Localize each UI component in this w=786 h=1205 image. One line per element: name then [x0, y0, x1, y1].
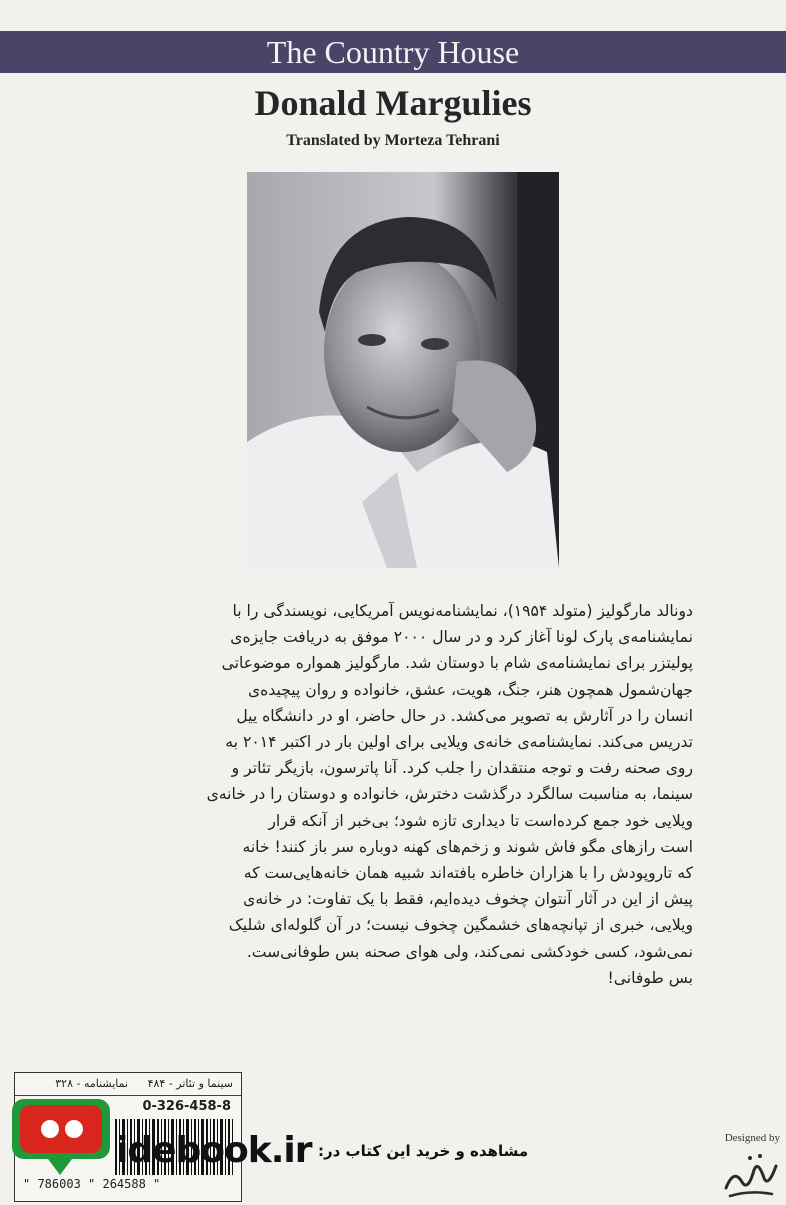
book-title-band: [0, 31, 786, 73]
idebook-logo-icon: [10, 1097, 112, 1177]
description-line: که تاروپودش را با هزاران خاطره بافته‌اند شبیه همان خانه‌هایی‌ست که: [243, 864, 693, 883]
isbn-number: 0-326-458-8: [142, 1099, 231, 1114]
cover-top-edge: [0, 0, 786, 30]
description-line: ویلایی خود جمع کرده‌است تا دیداری تازه شود؛ بی‌خبر از آنکه قرار: [268, 811, 693, 830]
series-numbers: [15, 1073, 241, 1096]
description-line: سینما، به مناسبت سالگرد درگذشت دخترش، خانواده و دوستان را در خانه‌ی: [206, 785, 693, 804]
book-title: The Country House: [266, 34, 520, 70]
book-description: [105, 598, 693, 991]
author-portrait: [247, 172, 559, 568]
author-name: Donald Margulies: [254, 83, 532, 123]
description-line: است رازهای مگو فاش شوند و زخم‌های کهنه دوباره سر باز کنند! خانه: [242, 837, 693, 856]
series-play: نمایشنامه - ۳۲۸: [55, 1077, 129, 1090]
series-cinema-theatre: سینما و تئاتر - ۴۸۴: [147, 1077, 233, 1090]
description-line: پولیتزر برای نمایشنامه‌ی شام با دوستان شد. مارگولیز همواره موضوعاتی: [221, 654, 693, 673]
watermark-site: idebook.ir: [116, 1130, 312, 1171]
description-line: انسان را در آثارش به تصویر می‌کشد. در حال حاضر، او در دانشگاه ییل: [236, 706, 693, 725]
designer-signature: [720, 1148, 780, 1202]
description-line: پیش از این در آثار آنتوان چخوف دیده‌ایم، فقط با یک تفاوت: در خانه‌ی: [243, 890, 693, 909]
description-line: بس طوفانی!: [607, 968, 693, 987]
description-line: نمی‌شود، کسی خودکشی نمی‌کند، ولی هوای صحنه بس طوفانی‌ست.: [246, 942, 693, 961]
description-line: تدریس می‌کند. نمایشنامه‌ی خانه‌ی ویلایی برای اولین بار در اکتبر ۲۰۱۴ به: [225, 733, 693, 752]
description-line: دونالد مارگولیز (متولد ۱۹۵۴)، نمایشنامه‌نویس آمریکایی، نویسندگی را با: [232, 602, 693, 620]
translator-credit: Translated by Morteza Tehrani: [286, 132, 500, 149]
barcode-number: " 786003 " 264588 ": [23, 1177, 161, 1191]
description-line: نمایشنامه‌ی پارک لونا آغاز کرد و در سال ۲۰۰۰ موفق به دریافت جایزه‌ی: [230, 628, 693, 647]
watermark-tagline: مشاهده و خرید این کتاب در:: [318, 1142, 529, 1160]
description-line: جهان‌شمول همچون هنر، جنگ، هویت، عشق، خانواده و روان پیچیده‌ی: [247, 680, 693, 699]
description-line: ویلایی، خبری از تپانچه‌های خشمگین چخوف نیست؛ در آن گلوله‌ای شلیک: [228, 916, 693, 935]
description-line: روی صحنه رفت و توجه منتقدان را جلب کرد. آنا پاترسون، بازیگر تئاتر و: [231, 759, 693, 778]
designed-by-label: Designed by: [724, 1132, 780, 1144]
